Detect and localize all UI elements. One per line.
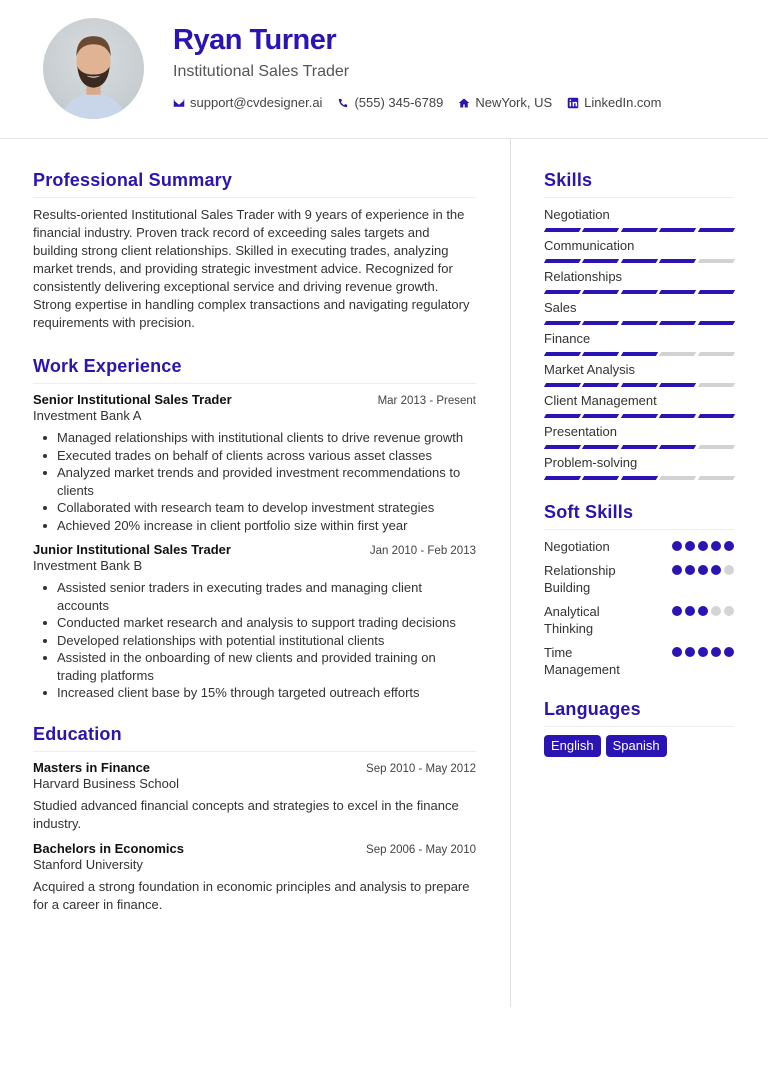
skill-item — [544, 454, 734, 480]
level-segment — [659, 383, 697, 387]
level-segment — [659, 321, 697, 325]
soft-skills-section — [544, 502, 734, 679]
rating-dot — [685, 647, 695, 657]
level-segment — [621, 414, 659, 418]
column-divider — [510, 139, 511, 1007]
soft-skill-item — [544, 538, 734, 556]
languages-list — [544, 735, 734, 757]
section-title-education: Education — [33, 724, 476, 752]
soft-skill-item — [544, 603, 734, 638]
rating-dot — [698, 541, 708, 551]
soft-skills-list — [544, 538, 734, 679]
soft-skill-name: Analytical Thinking — [544, 603, 600, 636]
rating-dot — [685, 541, 695, 551]
bullet-item: Conducted market research and analysis to support trading decisions — [33, 614, 476, 632]
job-bullets — [33, 579, 476, 702]
summary-section — [33, 170, 476, 332]
section-title-summary: Professional Summary — [33, 170, 476, 198]
level-segment — [659, 228, 697, 232]
rating-dot — [698, 565, 708, 575]
soft-skill-rating — [672, 562, 734, 597]
profile-photo — [43, 18, 144, 119]
contact-email-text: support@cvdesigner.ai — [190, 95, 323, 110]
skill-level-bar — [544, 476, 734, 480]
level-segment — [544, 352, 582, 356]
level-segment — [697, 228, 735, 232]
rating-dot — [672, 606, 682, 616]
soft-skill-rating — [672, 603, 734, 638]
soft-skill-name: Negotiation — [544, 539, 610, 554]
skill-name: Relationships — [544, 269, 623, 284]
degree-title: Masters in Finance — [33, 759, 151, 775]
level-segment — [659, 290, 697, 294]
level-segment — [621, 259, 659, 263]
education-description: Acquired a strong foundation in economic principles and analysis to prepare for a career in finance. — [33, 878, 470, 912]
soft-skill-rating — [672, 644, 734, 679]
skill-name: Negotiation — [544, 207, 610, 222]
skill-level-bar — [544, 259, 734, 263]
soft-skill-name: Time Management — [544, 644, 620, 677]
skill-name: Market Analysis — [544, 362, 636, 377]
skill-level-bar — [544, 290, 734, 294]
rating-dot — [698, 647, 708, 657]
level-segment — [697, 352, 735, 356]
level-segment — [582, 290, 620, 294]
level-segment — [659, 414, 697, 418]
level-segment — [544, 476, 582, 480]
rating-dot — [672, 541, 682, 551]
home-icon — [458, 97, 470, 109]
job-date: Jan 2010 - Feb 2013 — [369, 545, 476, 557]
level-segment — [697, 383, 735, 387]
level-segment — [582, 321, 620, 325]
section-title-experience: Work Experience — [33, 356, 476, 384]
skills-section — [544, 170, 734, 480]
education-section — [33, 724, 476, 914]
skill-item — [544, 237, 734, 263]
skill-name: Communication — [544, 238, 635, 253]
sidebar-column — [544, 170, 734, 781]
section-title-skills: Skills — [544, 170, 734, 198]
experience-entry — [33, 542, 476, 702]
level-segment — [544, 383, 582, 387]
level-segment — [582, 476, 620, 480]
contact-location — [458, 95, 552, 110]
skill-name: Presentation — [544, 424, 617, 439]
education-entry — [33, 760, 476, 833]
education-date: Sep 2006 - May 2010 — [366, 843, 476, 856]
bullet-item: Analyzed market trends and provided investment recommendations to clients — [33, 464, 476, 499]
main-column — [33, 170, 476, 938]
level-segment — [697, 414, 735, 418]
skill-item — [544, 330, 734, 356]
level-segment — [621, 383, 659, 387]
languages-section — [544, 699, 734, 757]
contact-phone-text: (555) 345-6789 — [354, 95, 444, 110]
level-segment — [697, 290, 735, 294]
contact-location-text: NewYork, US — [475, 95, 553, 110]
level-segment — [659, 259, 697, 263]
level-segment — [697, 259, 735, 263]
contact-linkedin[interactable] — [567, 95, 661, 110]
skill-level-bar — [544, 228, 734, 232]
avatar-icon — [43, 18, 144, 119]
rating-dot — [724, 647, 734, 657]
job-title: Senior Institutional Sales Trader — [33, 392, 232, 407]
experience-entry — [33, 392, 476, 534]
bullet-item: Assisted senior traders in executing trades and managing client accounts — [33, 579, 476, 614]
bullet-item: Achieved 20% increase in client portfolio size within first year — [33, 517, 476, 535]
bullet-item: Developed relationships with potential institutional clients — [33, 632, 476, 650]
resume-header — [0, 0, 768, 139]
skill-name: Problem-solving — [544, 455, 638, 470]
rating-dot — [724, 565, 734, 575]
level-segment — [544, 259, 582, 263]
rating-dot — [711, 647, 721, 657]
skill-level-bar — [544, 383, 734, 387]
candidate-role: Institutional Sales Trader — [173, 63, 350, 80]
contact-linkedin-text: LinkedIn.com — [584, 95, 662, 110]
skill-item — [544, 361, 734, 387]
education-description: Studied advanced financial concepts and strategies to excel in the finance industry. — [33, 797, 459, 831]
level-segment — [659, 476, 697, 480]
soft-skill-rating — [672, 538, 734, 556]
school-name: Stanford University — [33, 856, 143, 872]
bullet-item: Executed trades on behalf of clients across various asset classes — [33, 447, 476, 465]
rating-dot — [724, 606, 734, 616]
skill-level-bar — [544, 321, 734, 325]
phone-icon — [337, 97, 349, 109]
school-name: Harvard Business School — [33, 775, 179, 791]
level-segment — [582, 445, 620, 449]
contact-phone[interactable] — [337, 95, 443, 110]
level-segment — [544, 321, 582, 325]
rating-dot — [685, 565, 695, 575]
level-segment — [621, 321, 659, 325]
skill-item — [544, 423, 734, 449]
level-segment — [621, 445, 659, 449]
skill-item — [544, 392, 734, 418]
level-segment — [582, 414, 620, 418]
level-segment — [582, 352, 620, 356]
rating-dot — [711, 565, 721, 575]
section-title-languages: Languages — [544, 699, 734, 727]
skill-item — [544, 268, 734, 294]
candidate-name: Ryan Turner — [173, 24, 337, 56]
level-segment — [659, 445, 697, 449]
rating-dot — [672, 565, 682, 575]
rating-dot — [724, 541, 734, 551]
skill-level-bar — [544, 414, 734, 418]
rating-dot — [672, 647, 682, 657]
level-segment — [582, 259, 620, 263]
level-segment — [621, 476, 659, 480]
skills-list — [544, 206, 734, 480]
skill-level-bar — [544, 445, 734, 449]
level-segment — [697, 445, 735, 449]
level-segment — [621, 228, 659, 232]
level-segment — [544, 414, 582, 418]
soft-skill-name: Relationship Building — [544, 562, 616, 595]
job-date: Mar 2013 - Present — [377, 395, 476, 407]
level-segment — [697, 476, 735, 480]
contact-list — [173, 95, 677, 110]
job-title: Junior Institutional Sales Trader — [33, 542, 231, 557]
skill-name: Finance — [544, 331, 591, 346]
job-bullets — [33, 429, 476, 534]
contact-email[interactable] — [173, 95, 322, 110]
skill-name: Sales — [544, 300, 577, 315]
summary-text: Results-oriented Institutional Sales Trader with 9 years of experience in the financial industry. Proven track record of exceeding sales targets and building strong client relationships. Skilled in executing trades, analyzing market trends, and providing strategic investment advice. Recognized for consistently delivering exceptional service and driving revenue growth. Strong expertise in handling complex transactions and navigating regulatory requirements with precision. — [33, 207, 470, 330]
education-entry — [33, 841, 476, 914]
bullet-item: Increased client base by 15% through targeted outreach efforts — [33, 684, 476, 702]
level-segment — [544, 228, 582, 232]
level-segment — [659, 352, 697, 356]
rating-dot — [711, 606, 721, 616]
soft-skill-item — [544, 562, 734, 597]
level-segment — [621, 352, 659, 356]
skill-item — [544, 299, 734, 325]
section-title-soft-skills: Soft Skills — [544, 502, 734, 530]
company-name: Investment Bank B — [33, 558, 143, 573]
envelope-icon — [173, 97, 185, 109]
level-segment — [544, 290, 582, 294]
level-segment — [582, 228, 620, 232]
rating-dot — [698, 606, 708, 616]
level-segment — [544, 445, 582, 449]
bullet-item: Collaborated with research team to develop investment strategies — [33, 499, 476, 517]
education-date: Sep 2010 - May 2012 — [366, 762, 476, 775]
rating-dot — [685, 606, 695, 616]
language-tag: English — [544, 735, 601, 757]
linkedin-icon — [567, 97, 579, 109]
soft-skill-item — [544, 644, 734, 679]
language-tag: Spanish — [606, 735, 667, 757]
company-name: Investment Bank A — [33, 408, 142, 423]
skill-name: Client Management — [544, 393, 657, 408]
level-segment — [697, 321, 735, 325]
degree-title: Bachelors in Economics — [33, 840, 184, 856]
skill-item — [544, 206, 734, 232]
level-segment — [621, 290, 659, 294]
rating-dot — [711, 541, 721, 551]
bullet-item: Managed relationships with institutional clients to drive revenue growth — [33, 429, 476, 447]
skill-level-bar — [544, 352, 734, 356]
level-segment — [582, 383, 620, 387]
experience-section — [33, 356, 476, 702]
bullet-item: Assisted in the onboarding of new clients and provided training on trading platforms — [33, 649, 476, 684]
